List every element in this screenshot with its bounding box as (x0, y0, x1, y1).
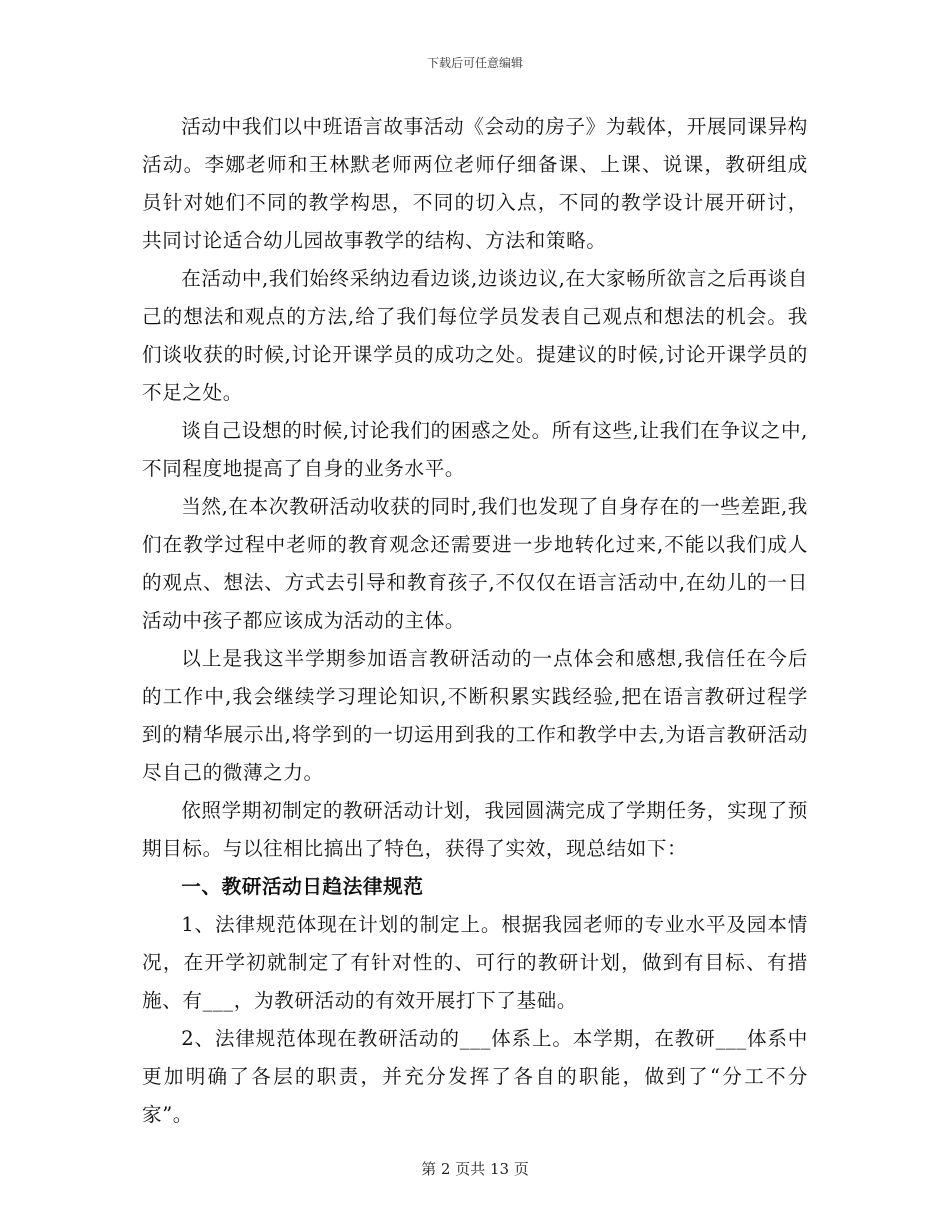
page-header: 下载后可任意编辑 (426, 56, 523, 70)
paragraph-2: 在活动中,我们始终采纳边看边谈,边谈边议,在大家畅所欲言之后再谈自己的想法和观点的方法,给了我们每位学员发表自己观点和想法的机会。我们谈收获的时候,讨论开课学员的成功之处。提建议的时候,讨论开课学员的不足之处。 (142, 267, 808, 404)
section-heading: 一、教研活动日趋法律规范 (181, 875, 424, 898)
paragraph-3: 谈自己设想的时候,讨论我们的困惑之处。所有这些,让我们在争议之中,不同程度地提高了自身的业务水平。 (142, 419, 808, 480)
paragraph-4: 当然,在本次教研活动收获的同时,我们也发现了自身存在的一些差距,我们在教学过程中老师的教育观念还需要进一步地转化过来,不能以我们成人的观点、想法、方式去引导和教育孩子,不仅仅在语言活动中,在幼儿的一日活动中孩子都应该成为活动的主体。 (142, 495, 808, 632)
paragraph-1: 活动中我们以中班语言故事活动《会动的房子》为载体，开展同课异构活动。李娜老师和王林默老师两位老师仔细备课、上课、说课，教研组成员针对她们不同的教学构思，不同的切入点，不同的教学设计展开研讨，共同讨论适合幼儿园故事教学的结构、方法和策略。 (142, 115, 808, 252)
section-paragraph-1: 1、法律规范体现在计划的制定上。根据我园老师的专业水平及园本情况，在开学初就制定了有针对性的、可行的教研计划，做到有目标、有措施、有___，为教研活动的有效开展打下了基础。 (142, 913, 808, 1012)
section-paragraph-2: 2、法律规范体现在教研活动的___体系上。本学期，在教研___体系中更加明确了各层的职责，并充分发挥了各自的职能，做到了“分工不分家”。 (142, 1027, 808, 1126)
paragraph-6: 依照学期初制定的教研活动计划，我园圆满完成了学期任务，实现了预期目标。与以往相比搞出了特色，获得了实效，现总结如下： (142, 799, 808, 860)
paragraph-5: 以上是我这半学期参加语言教研活动的一点体会和感想,我信任在今后的工作中,我会继续学习理论知识,不断积累实践经验,把在语言教研过程学到的精华展示出,将学到的一切运用到我的工作和教学中去,为语言教研活动尽自己的微薄之力。 (142, 647, 808, 784)
document-body (142, 108, 808, 1134)
page-footer: 第 2 页共 13 页 (421, 1160, 529, 1178)
